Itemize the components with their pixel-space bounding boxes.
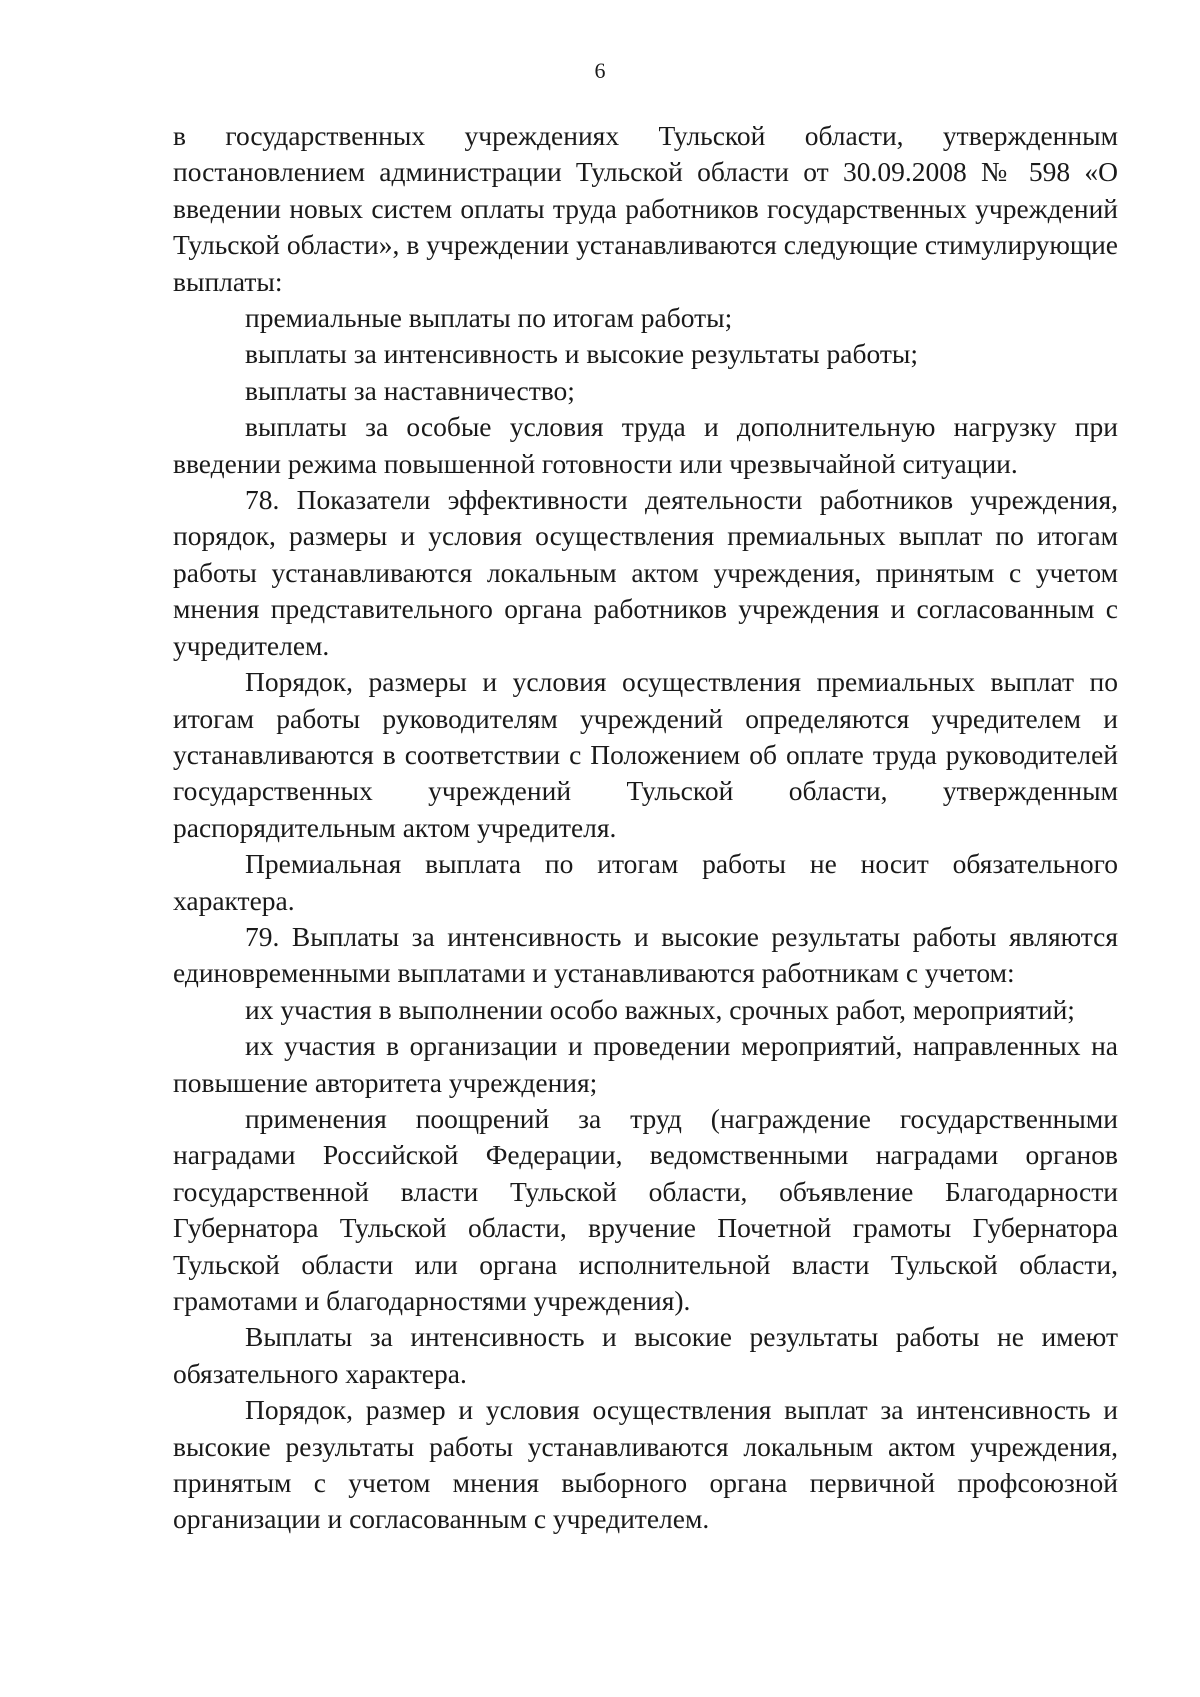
- list-item-labor-incentives: применения поощрений за труд (награждение государственными наградами Российской Федерации, ведомственными наградами органов государственной власти Тульской области, объявление Благодарности Губернатора Тульской области, вручение Почетной грамоты Губернатора Тульской области или органа исполнительной власти Тульской области, грамотами и благодарностями учреждения).: [173, 1102, 1118, 1316]
- list-item-premium-payments: премиальные выплаты по итогам работы;: [245, 302, 733, 334]
- paragraph-managers-premium: Порядок, размеры и условия осуществления премиальных выплат по итогам работы руководителям учреждений определяются учредителем и устанавливаются в соответствии с Положением об оплате труда руководителей государственных учреждений Тульской области, утвержденным распорядительным актом учредителя.: [173, 666, 1118, 843]
- paragraph-intensity-not-mandatory: Выплаты за интенсивность и высокие результаты работы не имеют обязательного характера.: [173, 1321, 1118, 1389]
- clause-78: 78. Показатели эффективности деятельности работников учреждения, порядок, размеры и условия осуществления премиальных выплат по итогам работы устанавливаются локальным актом учреждения, принятым с учетом мнения представительного органа работников учреждения и согласованным с учредителем.: [173, 484, 1118, 661]
- list-item-mentoring-payments: выплаты за наставничество;: [245, 374, 575, 406]
- list-item-authority-events: их участия в организации и проведении мероприятий, направленных на повышение авторитета учреждения;: [173, 1030, 1118, 1098]
- page-number: 6: [594, 58, 606, 83]
- paragraph-continuation: в государственных учреждениях Тульской области, утвержденным постановлением администрации Тульской области от 30.09.2008 № 598 «О введении новых систем оплаты труда работников государственных учреждений Тульской области», в учреждении устанавливаются следующие стимулирующие выплаты:: [173, 120, 1118, 297]
- list-item-special-conditions-payments: выплаты за особые условия труда и дополнительную нагрузку при введении режима повышенной готовности или чрезвычайной ситуации.: [173, 411, 1118, 479]
- clause-79: 79. Выплаты за интенсивность и высокие результаты работы являются единовременными выплатами и устанавливаются работникам с учетом:: [173, 920, 1118, 989]
- paragraph-premium-not-mandatory: Премиальная выплата по итогам работы не носит обязательного характера.: [173, 848, 1118, 916]
- list-item-important-works: их участия в выполнении особо важных, срочных работ, мероприятий;: [245, 993, 1075, 1025]
- list-item-intensity-payments: выплаты за интенсивность и высокие результаты работы;: [245, 338, 918, 370]
- document-body: [173, 118, 1118, 1538]
- paragraph-intensity-procedure: Порядок, размер и условия осуществления выплат за интенсивность и высокие результаты работы устанавливаются локальным актом учреждения, принятым с учетом мнения выборного органа первичной профсоюзной организации и согласованным с учредителем.: [173, 1394, 1118, 1535]
